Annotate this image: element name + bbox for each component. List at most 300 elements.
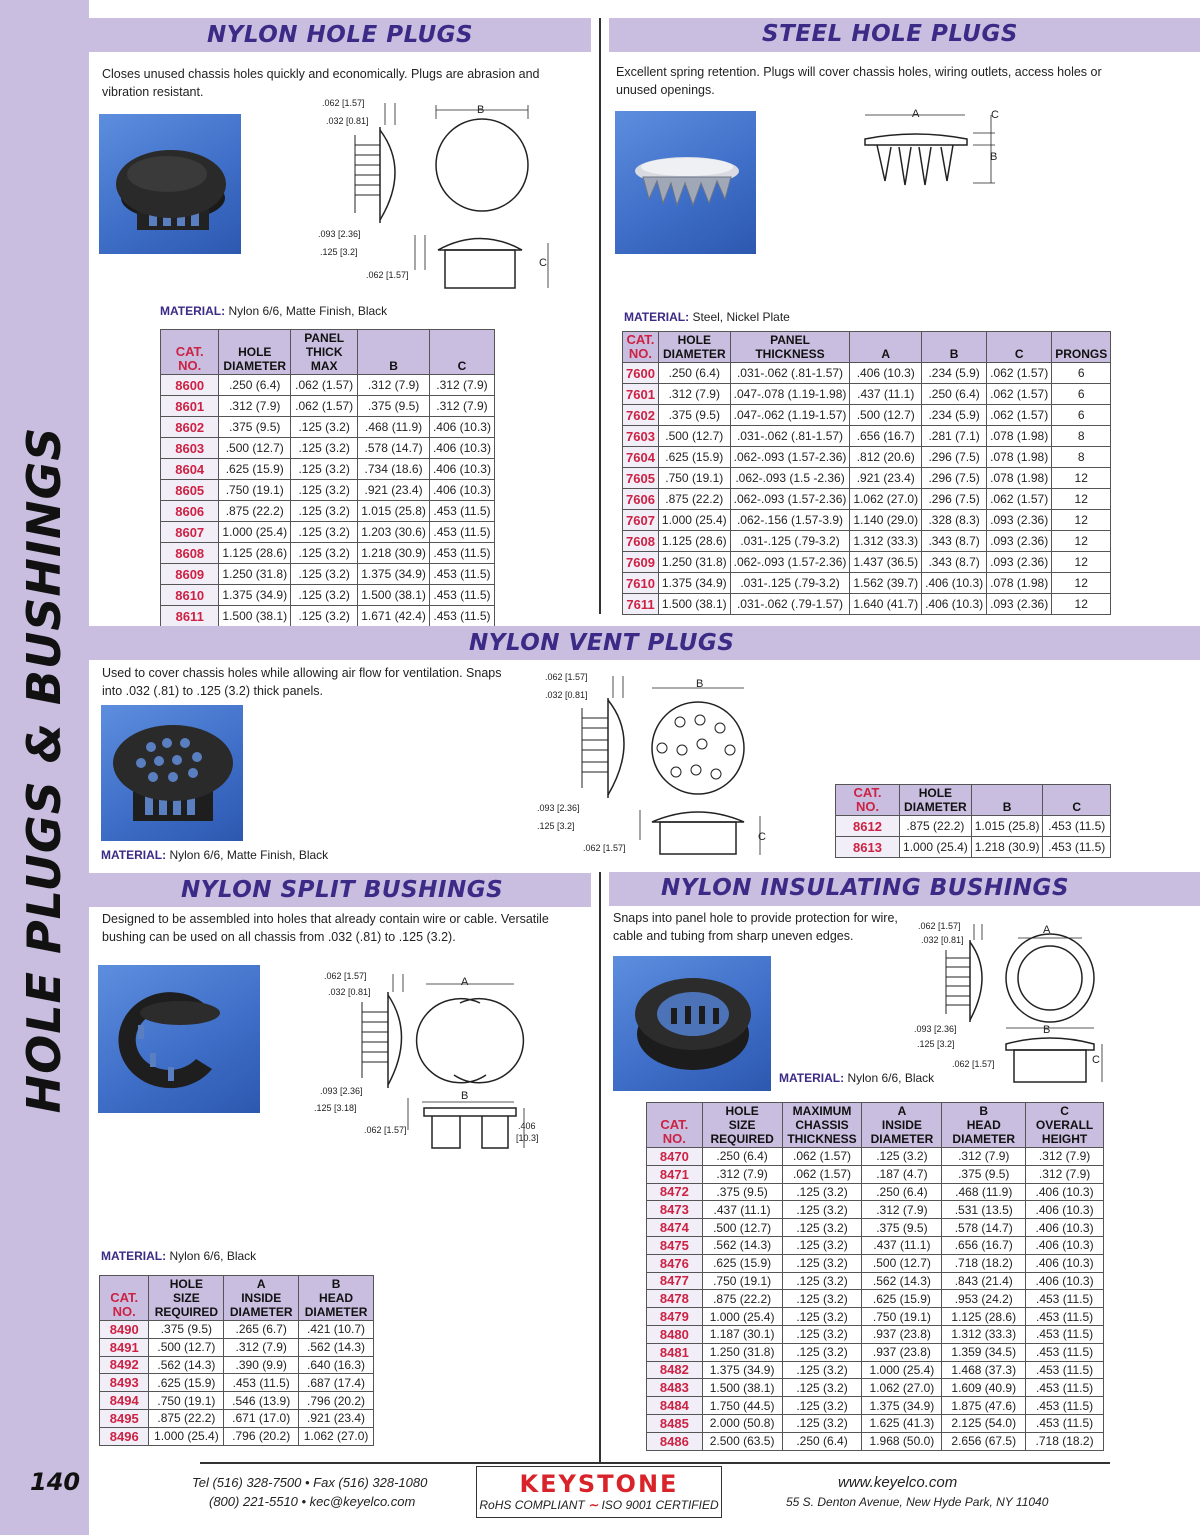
table-row [161,417,495,438]
table-cell: .312 (7.9) [942,1148,1026,1166]
cat-number: 8606 [161,501,219,522]
logo-wordmark: KEYSTONE [519,1470,679,1498]
table-cell: .125 (3.2) [782,1361,862,1379]
cat-number: 8493 [100,1374,149,1392]
table-row [647,1272,1104,1290]
table-cell: .453 (11.5) [1043,837,1111,858]
table-cell: .437 (11.1) [850,384,922,405]
table-cell: 6 [1052,405,1111,426]
table-row [647,1165,1104,1183]
table-cell: .281 (7.1) [922,426,987,447]
table-cell: .031-.062 (.81-1.57) [730,363,850,384]
dim-label: .093 [2.36] [318,229,361,239]
table-cell: .421 (10.7) [299,1321,374,1339]
table-cell: .062-.093 (1.5 -2.36) [730,468,850,489]
table-cell: .125 (3.2) [291,543,358,564]
nylon-vent-plugs-description: Used to cover chassis holes while allowing air flow for ventilation. Snaps into .032 (.81) to .125 (3.2) thick panels. [102,666,502,698]
cat-number: 8496 [100,1427,149,1445]
table-cell: 1.000 (25.4) [900,837,972,858]
table-row [623,426,1111,447]
table-header-row [100,1276,374,1321]
cat-number: 8490 [100,1321,149,1339]
table-row [161,543,495,564]
section-title: NYLON HOLE PLUGS [207,22,474,48]
table-cell: 1.140 (29.0) [850,510,922,531]
dim-label: .093 [2.36] [914,1024,957,1034]
table-cell: .468 (11.9) [358,417,430,438]
table-cell: .843 (21.4) [942,1272,1026,1290]
table-cell: .937 (23.8) [862,1325,942,1343]
table-cell: 1.671 (42.4) [358,606,430,627]
table-cell: 1.968 (50.0) [862,1432,942,1450]
table-cell: 2.125 (54.0) [942,1414,1026,1432]
dim-label-a: A [1043,924,1051,936]
table-cell: 1.000 (25.4) [862,1361,942,1379]
table-cell: 1.500 (38.1) [658,594,730,615]
table-cell: 1.468 (37.3) [942,1361,1026,1379]
footer-website[interactable]: www.keyelco.com [838,1474,958,1491]
column-divider-bottom [599,872,601,1462]
dim-label: .062 [1.57] [545,672,588,682]
table-cell: .390 (9.9) [224,1356,299,1374]
nylon-hole-plugs-description: Closes unused chassis holes quickly and economically. Plugs are abrasion and vibration resistant. [102,67,540,99]
table-cell: .796 (20.2) [299,1392,374,1410]
table-row [647,1432,1104,1450]
nylon-insulating-bushing-diagram [910,920,1110,1088]
table-cell: .578 (14.7) [942,1219,1026,1237]
table-cell: .093 (2.36) [987,552,1052,573]
table-cell: .312 (7.9) [1026,1148,1104,1166]
table-row [623,447,1111,468]
table-row [623,594,1111,615]
table-cell: .406 (10.3) [429,417,494,438]
table-cell: .250 (6.4) [658,363,730,384]
nylon-hole-plugs-header [89,18,591,52]
table-row [647,1397,1104,1415]
table-cell: .265 (6.7) [224,1321,299,1339]
cat-number: 8483 [647,1379,703,1397]
col-header: CAT. NO. [100,1276,149,1321]
cat-number: 8611 [161,606,219,627]
table-cell: .250 (6.4) [782,1432,862,1450]
dim-label: .406 [518,1121,536,1131]
nylon-split-bushings-description: Designed to be assembled into holes that already contain wire or cable. Versatile bushing can be used on all chassis from .032 (.81) to .125 (3.2). [102,912,549,944]
table-cell: .500 (12.7) [658,426,730,447]
table-cell: 1.000 (25.4) [702,1308,782,1326]
cat-number: 8491 [100,1338,149,1356]
table-cell: .625 (15.9) [149,1374,224,1392]
section-title: NYLON VENT PLUGS [469,630,735,656]
table-cell: 1.000 (25.4) [219,522,291,543]
cat-number: 7602 [623,405,659,426]
table-cell: .062 (1.57) [782,1165,862,1183]
dim-label-c: C [1092,1054,1100,1066]
table-row [161,522,495,543]
col-header: C [987,332,1052,363]
table-cell: .375 (9.5) [149,1321,224,1339]
table-cell: .031-.125 (.79-3.2) [730,531,850,552]
table-row [161,564,495,585]
table-cell: .812 (20.6) [850,447,922,468]
table-cell: 1.375 (34.9) [702,1361,782,1379]
nylon-vent-plugs-material: MATERIAL: Nylon 6/6, Matte Finish, Black [101,848,329,862]
hole-plug-image [99,114,241,254]
table-cell: .234 (5.9) [922,405,987,426]
table-row [647,1201,1104,1219]
nylon-insulating-bushings-table [646,1102,1104,1451]
table-cell: 12 [1052,552,1111,573]
table-cell: 1.062 (27.0) [850,489,922,510]
table-cell: .125 (3.2) [782,1254,862,1272]
table-cell: 1.062 (27.0) [862,1379,942,1397]
cat-number: 7611 [623,594,659,615]
table-cell: .250 (6.4) [219,375,291,396]
col-header: B [358,330,430,375]
table-cell: .031-.125 (.79-3.2) [730,573,850,594]
table-row [100,1409,374,1427]
table-cell: .578 (14.7) [358,438,430,459]
table-cell: .406 (10.3) [429,480,494,501]
nylon-vent-plug-photo [101,705,243,841]
table-cell: .437 (11.1) [862,1236,942,1254]
table-cell: .500 (12.7) [862,1254,942,1272]
table-row [647,1148,1104,1166]
cat-number: 8470 [647,1148,703,1166]
table-cell: 8 [1052,426,1111,447]
footer-tel-fax: Tel (516) 328-7500 • Fax (516) 328-1080 [192,1475,428,1490]
table-row [647,1219,1104,1237]
table-header-row [647,1103,1104,1148]
table-cell: 1.500 (38.1) [358,585,430,606]
table-cell: .312 (7.9) [219,396,291,417]
dim-label: .125 [3.2] [537,821,575,831]
column-divider-top [599,18,601,614]
table-cell: 1.125 (28.6) [219,543,291,564]
table-cell: .062-.156 (1.57-3.9) [730,510,850,531]
table-row [100,1392,374,1410]
table-cell: .062-.093 (1.57-2.36) [730,552,850,573]
footer-phone-email: (800) 221-5510 • kec@keyelco.com [209,1494,416,1509]
table-cell: .406 (10.3) [1026,1272,1104,1290]
steel-hole-plugs-description: Excellent spring retention. Plugs will cover chassis holes, wiring outlets, access holes or unused openings. [616,65,1102,97]
table-cell: .875 (22.2) [702,1290,782,1308]
table-cell: .406 (10.3) [429,459,494,480]
cat-number: 7610 [623,573,659,594]
table-cell: .125 (3.2) [291,417,358,438]
table-row [623,363,1111,384]
table-row [836,816,1111,837]
table-cell: .187 (4.7) [862,1165,942,1183]
table-cell: 8 [1052,447,1111,468]
col-header: A [850,332,922,363]
insulating-bushing-image [613,956,771,1091]
table-row [647,1254,1104,1272]
table-cell: 12 [1052,510,1111,531]
table-cell: .312 (7.9) [224,1338,299,1356]
table-cell: .125 (3.2) [782,1219,862,1237]
table-cell: .078 (1.98) [987,426,1052,447]
dim-label: [10.3] [516,1133,539,1143]
table-cell: .062-.093 (1.57-2.36) [730,447,850,468]
cat-number: 7604 [623,447,659,468]
col-header: PANEL THICKNESS [730,332,850,363]
dim-label: .093 [2.36] [320,1086,363,1096]
table-cell: .453 (11.5) [1026,1414,1104,1432]
table-cell: 1.000 (25.4) [149,1427,224,1445]
table-cell: .125 (3.2) [291,459,358,480]
table-cell: .125 (3.2) [782,1308,862,1326]
table-cell: .921 (23.4) [850,468,922,489]
table-cell: 1.218 (30.9) [971,837,1043,858]
table-cell: 1.203 (30.6) [358,522,430,543]
cat-number: 8613 [836,837,900,858]
table-cell: .312 (7.9) [358,375,430,396]
steel-hole-plugs-material: MATERIAL: Steel, Nickel Plate [624,310,790,324]
steel-hole-plugs-table [622,331,1111,615]
table-cell: .718 (18.2) [942,1254,1026,1272]
split-bushing-image [98,965,260,1113]
table-row [647,1343,1104,1361]
table-cell: 12 [1052,468,1111,489]
table-cell: .125 (3.2) [782,1379,862,1397]
col-header: HOLE DIAMETER [658,332,730,363]
table-row [161,480,495,501]
table-cell: .453 (11.5) [1043,816,1111,837]
dim-label: .062 [1.57] [324,971,367,981]
table-cell: .125 (3.2) [782,1183,862,1201]
table-cell: .125 (3.2) [782,1343,862,1361]
table-cell: 1.000 (25.4) [658,510,730,531]
table-row [623,489,1111,510]
table-row [161,501,495,522]
col-header: A INSIDE DIAMETER [862,1103,942,1148]
table-cell: .453 (11.5) [429,564,494,585]
table-cell: .921 (23.4) [299,1409,374,1427]
nylon-hole-plugs-table [160,329,495,627]
table-cell: 1.250 (31.8) [702,1343,782,1361]
col-header: MAXIMUM CHASSIS THICKNESS [782,1103,862,1148]
table-cell: .453 (11.5) [429,543,494,564]
cat-number: 7605 [623,468,659,489]
sidebar [0,0,89,1535]
table-cell: .125 (3.2) [291,480,358,501]
table-cell: .125 (3.2) [291,585,358,606]
table-cell: .671 (17.0) [224,1409,299,1427]
col-header: CAT. NO. [647,1103,703,1148]
dim-label: .062 [1.57] [583,843,626,853]
cat-number: 8601 [161,396,219,417]
table-cell: .312 (7.9) [429,396,494,417]
table-cell: .562 (14.3) [862,1272,942,1290]
col-header: C [1043,785,1111,816]
table-cell: .406 (10.3) [922,573,987,594]
table-cell: .250 (6.4) [862,1183,942,1201]
table-row [647,1325,1104,1343]
table-row [647,1308,1104,1326]
table-row [647,1236,1104,1254]
steel-hole-plug-photo [615,111,756,254]
table-row [623,573,1111,594]
table-cell: .562 (14.3) [149,1356,224,1374]
col-header: CAT. NO. [836,785,900,816]
section-title: STEEL HOLE PLUGS [762,21,1018,47]
table-row [647,1183,1104,1201]
table-row [161,585,495,606]
dim-label: .032 [0.81] [545,690,588,700]
cat-number: 7607 [623,510,659,531]
dim-label: .032 [0.81] [921,935,964,945]
table-cell: .125 (3.2) [782,1272,862,1290]
table-cell: .062 (1.57) [987,384,1052,405]
table-cell: .468 (11.9) [942,1183,1026,1201]
table-cell: .125 (3.2) [291,564,358,585]
tilde-icon: ∼ [588,1498,599,1512]
table-cell: 1.562 (39.7) [850,573,922,594]
dim-label: .062 [1.57] [364,1125,407,1135]
table-row [647,1379,1104,1397]
table-cell: 2.656 (67.5) [942,1432,1026,1450]
table-cell: .406 (10.3) [1026,1219,1104,1237]
dim-label: .125 [3.18] [314,1103,357,1113]
table-cell: 1.640 (41.7) [850,594,922,615]
table-cell: 1.187 (30.1) [702,1325,782,1343]
cat-number: 8471 [647,1165,703,1183]
table-cell: .125 (3.2) [291,522,358,543]
col-header: B HEAD DIAMETER [942,1103,1026,1148]
dim-label-c: C [991,109,999,121]
table-cell: .312 (7.9) [1026,1165,1104,1183]
table-cell: .375 (9.5) [658,405,730,426]
table-cell: .328 (8.3) [922,510,987,531]
cat-number: 8479 [647,1308,703,1326]
table-cell: .546 (13.9) [224,1392,299,1410]
table-cell: .453 (11.5) [1026,1290,1104,1308]
table-cell: .234 (5.9) [922,363,987,384]
table-cell: .125 (3.2) [782,1397,862,1415]
vent-plug-image [101,705,243,841]
dim-label-b: B [696,678,704,690]
dim-label-c: C [539,257,547,269]
table-cell: 12 [1052,489,1111,510]
nylon-hole-plug-photo [99,114,241,254]
table-cell: .453 (11.5) [429,501,494,522]
table-cell: 1.125 (28.6) [658,531,730,552]
dim-label: .062 [1.57] [918,921,961,931]
cat-number: 7603 [623,426,659,447]
table-cell: 1.375 (34.9) [862,1397,942,1415]
table-cell: .734 (18.6) [358,459,430,480]
table-cell: .406 (10.3) [1026,1254,1104,1272]
cat-number: 8486 [647,1432,703,1450]
table-row [623,405,1111,426]
cat-number: 8612 [836,816,900,837]
sidebar-title: HOLE PLUGS & BUSHINGS [17,426,71,1114]
table-cell: .656 (16.7) [850,426,922,447]
cat-number: 8485 [647,1414,703,1432]
table-cell: 1.375 (34.9) [658,573,730,594]
table-cell: .062 (1.57) [987,363,1052,384]
nylon-insulating-bushings-description: Snaps into panel hole to provide protection for wire, cable and tubing from sharp uneven edges. [613,911,898,943]
dim-label: .125 [3.2] [320,247,358,257]
table-cell: 12 [1052,573,1111,594]
table-cell: .750 (19.1) [219,480,291,501]
cat-number: 8609 [161,564,219,585]
table-cell: .531 (13.5) [942,1201,1026,1219]
table-cell: .062 (1.57) [782,1148,862,1166]
table-cell: 1.250 (31.8) [219,564,291,585]
col-header: A INSIDE DIAMETER [224,1276,299,1321]
table-cell: .125 (3.2) [782,1236,862,1254]
cat-number: 8495 [100,1409,149,1427]
table-cell: .453 (11.5) [1026,1379,1104,1397]
col-header: B HEAD DIAMETER [299,1276,374,1321]
nylon-insulating-bushings-material: MATERIAL: Nylon 6/6, Black [779,1071,935,1085]
table-cell: 1.500 (38.1) [219,606,291,627]
table-cell: 1.218 (30.9) [358,543,430,564]
table-cell: .750 (19.1) [149,1392,224,1410]
table-cell: .296 (7.5) [922,447,987,468]
table-header-row [161,330,495,375]
table-row [623,531,1111,552]
table-cell: .312 (7.9) [862,1201,942,1219]
table-cell: 1.062 (27.0) [299,1427,374,1445]
dim-label-b: B [461,1090,469,1102]
table-cell: 1.875 (47.6) [942,1397,1026,1415]
table-cell: .078 (1.98) [987,468,1052,489]
keystone-logo [476,1466,722,1518]
cat-number: 8476 [647,1254,703,1272]
cat-number: 8473 [647,1201,703,1219]
cat-number: 7606 [623,489,659,510]
nylon-insulating-bushing-photo [613,956,771,1091]
table-cell: .062 (1.57) [291,375,358,396]
table-row [623,510,1111,531]
table-row [161,438,495,459]
table-cell: .625 (15.9) [658,447,730,468]
table-cell: .718 (18.2) [1026,1432,1104,1450]
cat-number: 8607 [161,522,219,543]
table-cell: 1.437 (36.5) [850,552,922,573]
table-cell: .656 (16.7) [942,1236,1026,1254]
table-cell: 1.312 (33.3) [850,531,922,552]
cat-number: 8475 [647,1236,703,1254]
cat-number: 8472 [647,1183,703,1201]
table-cell: .406 (10.3) [922,594,987,615]
table-cell: .406 (10.3) [429,438,494,459]
table-cell: .062-.093 (1.57-2.36) [730,489,850,510]
dim-label: .062 [1.57] [322,98,365,108]
dim-label-b: B [1043,1024,1051,1036]
table-cell: 6 [1052,363,1111,384]
table-row [647,1361,1104,1379]
table-cell: .296 (7.5) [922,489,987,510]
table-row [623,384,1111,405]
cat-number: 8603 [161,438,219,459]
table-cell: .562 (14.3) [299,1338,374,1356]
dim-label-a: A [912,108,920,120]
table-cell: .125 (3.2) [782,1414,862,1432]
col-header: C OVERALL HEIGHT [1026,1103,1104,1148]
table-cell: 6 [1052,384,1111,405]
table-cell: .312 (7.9) [702,1165,782,1183]
table-cell: .437 (11.1) [702,1201,782,1219]
cat-number: 8492 [100,1356,149,1374]
table-cell: .500 (12.7) [219,438,291,459]
table-cell: .796 (20.2) [224,1427,299,1445]
table-cell: .875 (22.2) [900,816,972,837]
section-title: NYLON SPLIT BUSHINGS [181,877,504,903]
table-cell: .125 (3.2) [291,606,358,627]
